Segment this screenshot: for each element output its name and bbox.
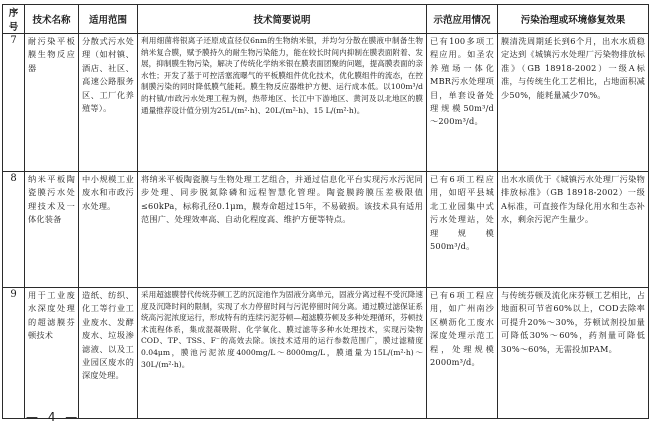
description: 采用超滤膜替代传统芬顿工艺的沉淀池作为固液分离单元，固液分离过程不受沉降速度及沉降时间的限制，实现了水力停留时间与污泥停留时间分离。通过膜过滤保证系统高污泥浓度运行，形成特有的连续污泥芬顿—超滤膜芬顿及多种处理循环，芬顿技术流程体系，集成混凝吸附、化学氧化、膜过滤等多种水处理技术，实现污染物COD、TP、TSS、F⁻的高效去除。该技术适用的运行参数范围广，膜过滤精度0.04μm，膜池污泥浓度4000mg/L～8000mg/L，膜通量为15L/(m²·h)～30L/(m²·h)。 [138, 288, 427, 419]
row-number: 9 [3, 288, 25, 419]
header-tech-name: 技术名称 [25, 5, 79, 34]
header-description: 技术简要说明 [138, 5, 427, 34]
technology-table [2, 4, 649, 419]
header-demo: 示范应用情况 [427, 5, 498, 34]
demo-application: 已有6项工程应用，如广州南沙区横沥化工废水深度处理示范工程，处理规模2000m³/d。 [427, 288, 498, 419]
tech-name: 纳米平板陶瓷膜污水处理技术及一体化装备 [25, 172, 79, 288]
table-row [3, 288, 649, 419]
demo-application: 已有6项工程应用，如昭平县城北工业园集中式污水处理站，处理规模500m³/d。 [427, 172, 498, 288]
header-effect: 污染治理或环境修复效果 [498, 5, 649, 34]
effect: 出水水质优于《城镇污水处理厂污染物排放标准》（GB 18918-2002）一级A标准，可直接作为绿化用水和生态补水，剩余污泥产生量少。 [498, 172, 649, 288]
demo-application: 已有100多项工程应用。如圣农养殖场一体化MBR污水处理项目，单套设备处理规模50m³/d～200m³/d。 [427, 34, 498, 172]
effect: 与传统芬顿及流化床芬顿工艺相比，占地面积可节省60%以上，COD去除率可提升20%～30%，芬顿试剂投加量可降低30%～60%，药剂量可降低30%～60%，无需投加PAM。 [498, 288, 649, 419]
description: 将纳米平板陶瓷膜与生物处理工艺组合，并通过信息化平台实现污水污泥同步处理、同步脱氮除磷和远程智慧化管理。陶瓷膜跨膜压差极限值≤60kPa，标称孔径0.1μm，膜寿命超过15年，不易破损。该技术具有适用范围广、处理效率高、自动化程度高、维护方便等特点。 [138, 172, 427, 288]
page-number: — 4 — [26, 410, 81, 424]
row-number: 7 [3, 34, 25, 172]
table-header-row [3, 5, 649, 34]
row-number: 8 [3, 172, 25, 288]
tech-name: 耐污染平板膜生物反应器 [25, 34, 79, 172]
header-no: 序号 [3, 5, 25, 34]
scope: 分散式污水处理（如村镇、酒店、社区、高速公路服务区、工厂化养殖等）。 [79, 34, 138, 172]
table-row [3, 172, 649, 288]
description: 利用细菌将银离子还原成直径仅6nm的生物纳米银，并均匀分散在膜液中制备生物纳米复合膜，赋予膜持久的耐生物污染能力，能在较长时间内抑制在膜表面附着、发展，抑制膜生物污染，解决了传统化学纳米银在膜表面团聚的问题，提高膜表面的亲水性；开发了基于可控活塞流曝气的平板膜组件优化技术，优化膜组件的流态，在控制膜污染的同时降低膜气能耗。膜生物反应器维护方便、运行成本低。以100m³/d的村镇/市政污水处理工程为例，热带地区、长江中下游地区、黄河及以北地区的膜通量推荐设计值分别为25L/(m²·h)、20L/(m²·h)、15 L/(m²·h)。 [138, 34, 427, 172]
scope: 造纸、纺织、化工等行业工业废水、发酵废水、垃圾渗滤液、以及工业园区废水的深度处理。 [79, 288, 138, 419]
header-scope: 适用范围 [79, 5, 138, 34]
scope: 中小规模工业废水和市政污水处理。 [79, 172, 138, 288]
tech-name: 用于工业废水深度处理的超滤膜芬顿技术 [25, 288, 79, 419]
effect: 膜清洗周期延长到6个月，出水水质稳定达到《城镇污水处理厂污染物排放标准》（GB 18918-2002）一级A标准，与传统生化工艺相比，占地面积减少50%，能耗量减少70%。 [498, 34, 649, 172]
table-row [3, 34, 649, 172]
